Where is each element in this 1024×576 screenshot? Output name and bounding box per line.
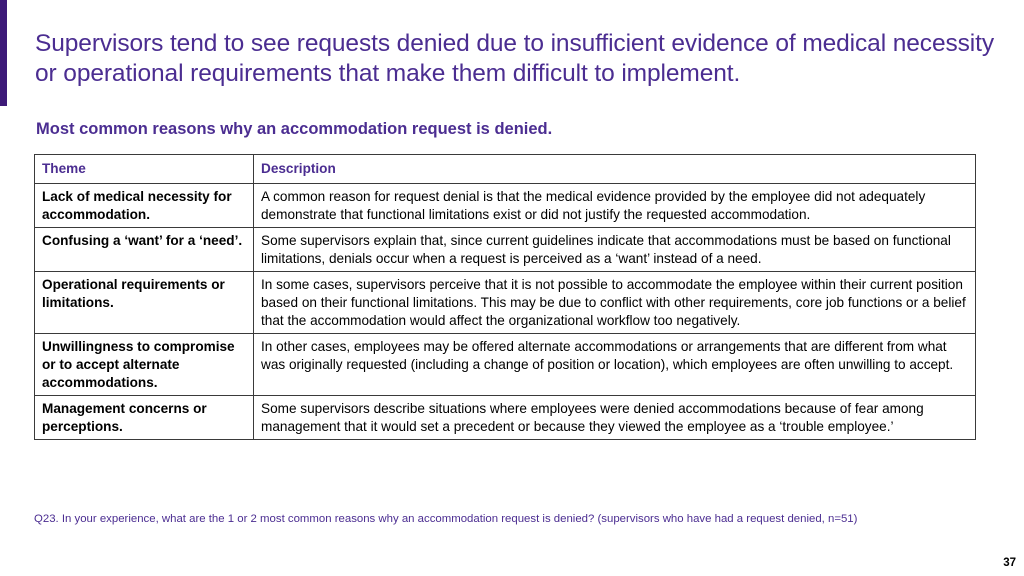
slide-title: Supervisors tend to see requests denied due to insufficient evidence of medical necessity or operational requirements that make them difficult to implement. <box>35 30 994 87</box>
table-row <box>35 228 976 272</box>
theme-cell: Management concerns or perceptions. <box>35 396 254 440</box>
theme-cell: Unwillingness to compromise or to accept alternate accommodations. <box>35 334 254 396</box>
table-row <box>35 396 976 440</box>
reasons-table <box>34 154 976 440</box>
table-row <box>35 184 976 228</box>
description-cell: Some supervisors explain that, since current guidelines indicate that accommodations must be based on functional limitations, denials occur when a request is perceived as a ‘want’ instead of a need. <box>254 228 976 272</box>
theme-cell: Operational requirements or limitations. <box>35 272 254 334</box>
table-row <box>35 334 976 396</box>
table-row <box>35 272 976 334</box>
column-header-theme: Theme <box>35 155 254 184</box>
page-number: 37 <box>1003 557 1016 569</box>
theme-cell: Confusing a ‘want’ for a ‘need’. <box>35 228 254 272</box>
description-cell: A common reason for request denial is that the medical evidence provided by the employee did not adequately demonstrate that functional limitations exist or did not justify the requested accommodation. <box>254 184 976 228</box>
survey-question-footnote: Q23. In your experience, what are the 1 or 2 most common reasons why an accommodation request is denied? (supervisors who have had a request denied, n=51) <box>34 513 858 525</box>
accent-bar <box>0 0 7 106</box>
description-cell: In some cases, supervisors perceive that it is not possible to accommodate the employee within their current position based on their functional limitations. This may be due to conflict with other requirements, core job functions or a belief that the accommodation would affect the organizational workflow too negatively. <box>254 272 976 334</box>
description-cell: Some supervisors describe situations where employees were denied accommodations because of fear among management that it would set a precedent or because they viewed the employee as a ‘trouble employee.’ <box>254 396 976 440</box>
description-cell: In other cases, employees may be offered alternate accommodations or arrangements that are different from what was originally requested (including a change of position or location), which employees are often unwilling to accept. <box>254 334 976 396</box>
table-header-row <box>35 155 976 184</box>
table-subtitle: Most common reasons why an accommodation request is denied. <box>36 120 553 138</box>
column-header-description: Description <box>254 155 976 184</box>
theme-cell: Lack of medical necessity for accommodation. <box>35 184 254 228</box>
